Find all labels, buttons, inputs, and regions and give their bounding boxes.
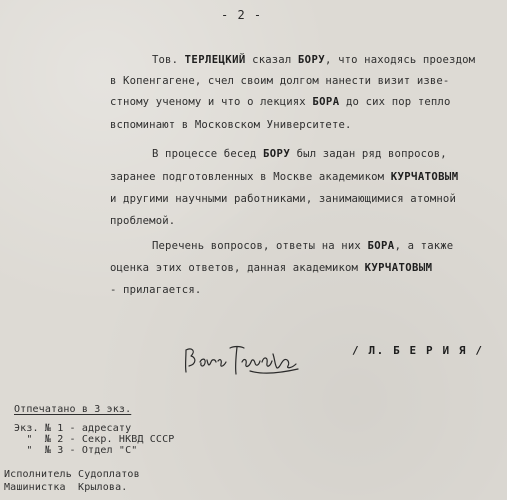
page-number: - 2 - (221, 8, 263, 22)
paragraph-1-line-1 (152, 55, 475, 66)
text-span: заранее подготовленных в Москве академиком (110, 171, 391, 183)
executor-line: Исполнитель Судоплатов (4, 469, 140, 480)
paragraph-2-line-2 (110, 172, 458, 183)
copies-printed-title: Отпечатано в 3 экз. (14, 404, 132, 415)
signatory-name: / Л. Б Е Р И Я / (352, 344, 484, 357)
distribution-line-1: Экз. № 1 - адресату (14, 423, 132, 434)
paragraph-2-line-4: проблемой. (110, 215, 176, 227)
paragraph-3-line-1 (152, 241, 453, 252)
handwritten-signature (180, 338, 305, 380)
distribution-line-2: " № 2 - Секр. НКВД СССР (14, 434, 175, 445)
text-span: , а также (394, 240, 454, 252)
paragraph-3-line-2 (110, 263, 432, 274)
text-span: Тов. (152, 54, 185, 66)
text-span: стному ученому и что о лекциях (110, 96, 313, 108)
distribution-line-3: " № 3 - Отдел "С" (14, 445, 138, 456)
name-bor: БОРА (312, 96, 340, 108)
typist-line: Машинистка Крылова. (4, 482, 128, 493)
text-span: был задан ряд вопросов, (290, 148, 447, 160)
text-span: Перечень вопросов, ответы на них (152, 240, 368, 252)
paragraph-2-line-3: и другими научными работниками, занимающимися атомной (110, 193, 456, 205)
name-terletsky: ТЕРЛЕЦКИЙ (184, 54, 246, 66)
paragraph-3-line-3: - прилагается. (110, 284, 202, 296)
text-span: В процессе бесед (152, 148, 263, 160)
name-bor: БОРУ (262, 148, 291, 160)
name-kurchatov: КУРЧАТОВЫМ (390, 171, 459, 183)
paragraph-1-line-3 (110, 97, 450, 108)
name-bor: БОРУ (297, 54, 326, 66)
paragraph-1-line-2: в Копенгагене, счел своим долгом нанести визит изве- (110, 75, 450, 87)
name-kurchatov: КУРЧАТОВЫМ (364, 262, 433, 274)
text-span: сказал (245, 54, 298, 66)
text-span: оценка этих ответов, данная академиком (110, 262, 365, 274)
paragraph-2-line-1 (152, 149, 447, 160)
text-span: , что находясь проездом (325, 54, 476, 66)
text-span: до сих пор тепло (339, 96, 451, 108)
paragraph-1-line-4: вспоминают в Московском Университете. (110, 119, 352, 131)
name-bor: БОРА (367, 240, 395, 252)
